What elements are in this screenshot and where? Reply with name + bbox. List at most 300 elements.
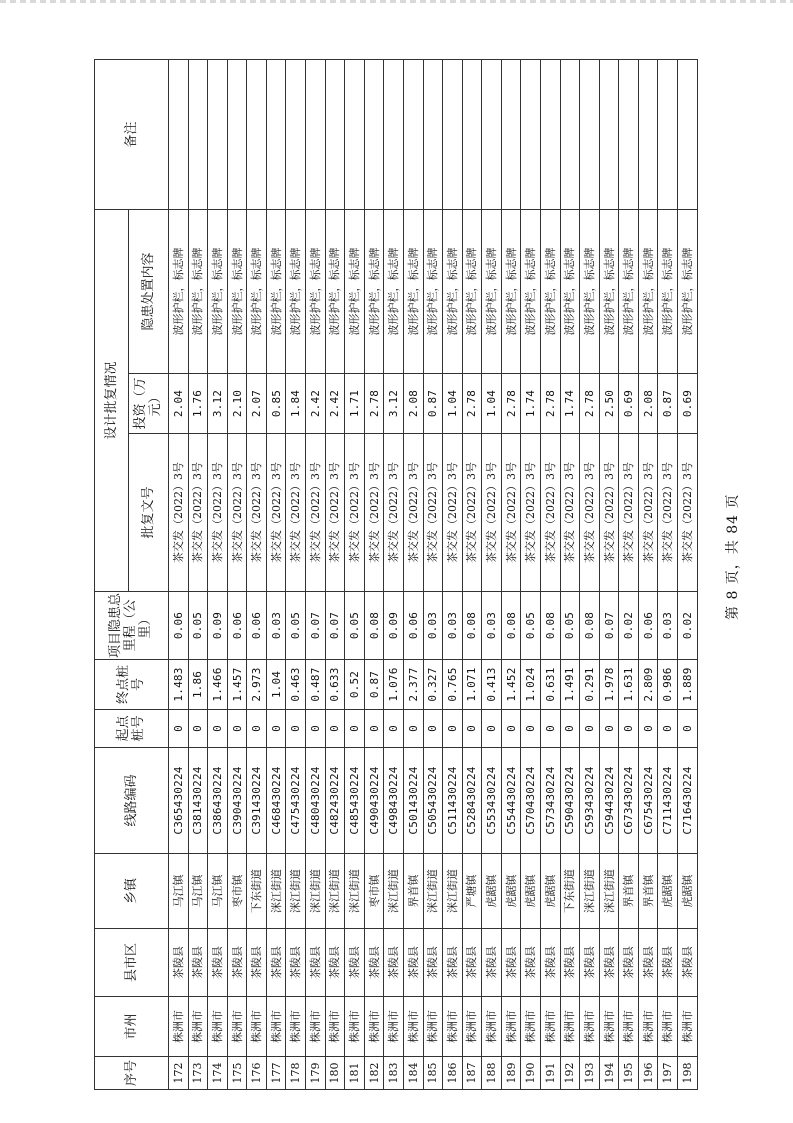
cell-doc: 茶交发（2022）3号: [306, 434, 326, 592]
cell-invest: 2.78: [580, 374, 600, 434]
table-row: [208, 59, 228, 1089]
cell-length: 0.09: [384, 592, 404, 660]
cell-county: 茶陵县: [306, 929, 326, 997]
cell-length: 0.05: [560, 592, 580, 660]
cell-doc: 茶交发（2022）3号: [678, 434, 698, 592]
cell-length: 0.07: [306, 592, 326, 660]
cell-remark: [658, 59, 678, 209]
cell-doc: 茶交发（2022）3号: [658, 434, 678, 592]
cell-city: 株洲市: [678, 997, 698, 1057]
cell-county: 茶陵县: [286, 929, 306, 997]
cell-content: 波形护栏，标志牌: [364, 209, 384, 373]
cell-content: 波形护栏，标志牌: [325, 209, 345, 373]
cell-route: C501430224: [403, 748, 423, 854]
cell-county: 茶陵县: [521, 929, 541, 997]
cell-city: 株洲市: [364, 997, 384, 1057]
cell-city: 株洲市: [208, 997, 228, 1057]
cell-remark: [501, 59, 521, 209]
table-row: [306, 59, 326, 1089]
table-row: [540, 59, 560, 1089]
cell-start: 0: [599, 710, 619, 748]
cell-start: 0: [423, 710, 443, 748]
cell-county: 茶陵县: [560, 929, 580, 997]
table-row: [345, 59, 365, 1089]
cell-route: C675430224: [638, 748, 658, 854]
cell-town: 界首镇: [619, 854, 639, 929]
cell-length: 0.06: [169, 592, 189, 660]
cell-doc: 茶交发（2022）3号: [227, 434, 247, 592]
table-row: [482, 59, 502, 1089]
cell-remark: [266, 59, 286, 209]
cell-doc: 茶交发（2022）3号: [580, 434, 600, 592]
cell-end: 2.973: [247, 660, 267, 710]
cell-content: 波形护栏，标志牌: [306, 209, 326, 373]
cell-invest: 3.12: [208, 374, 228, 434]
cell-doc: 茶交发（2022）3号: [521, 434, 541, 592]
table-row: [403, 59, 423, 1089]
cell-length: 0.05: [345, 592, 365, 660]
cell-county: 茶陵县: [169, 929, 189, 997]
table-row: [266, 59, 286, 1089]
cell-doc: 茶交发（2022）3号: [423, 434, 443, 592]
cell-invest: 1.76: [188, 374, 208, 434]
cell-invest: 1.71: [345, 374, 365, 434]
cell-city: 株洲市: [286, 997, 306, 1057]
cell-length: 0.09: [208, 592, 228, 660]
cell-remark: [227, 59, 247, 209]
cell-seq: 195: [619, 1057, 639, 1090]
cell-seq: 181: [345, 1057, 365, 1090]
cell-invest: 2.42: [325, 374, 345, 434]
cell-start: 0: [188, 710, 208, 748]
cell-town: 虎踞镇: [482, 854, 502, 929]
cell-end: 1.86: [188, 660, 208, 710]
cell-length: 0.08: [462, 592, 482, 660]
cell-invest: 2.50: [599, 374, 619, 434]
cell-city: 株洲市: [443, 997, 463, 1057]
cell-doc: 茶交发（2022）3号: [501, 434, 521, 592]
cell-end: 0.765: [443, 660, 463, 710]
cell-start: 0: [364, 710, 384, 748]
cell-invest: 3.12: [384, 374, 404, 434]
cell-invest: 2.04: [169, 374, 189, 434]
cell-remark: [208, 59, 228, 209]
cell-content: 波形护栏，标志牌: [678, 209, 698, 373]
header-route: 线路编码: [95, 748, 169, 854]
cell-remark: [306, 59, 326, 209]
cell-end: 0.87: [364, 660, 384, 710]
cell-remark: [678, 59, 698, 209]
cell-seq: 173: [188, 1057, 208, 1090]
table-row: [580, 59, 600, 1089]
cell-seq: 174: [208, 1057, 228, 1090]
cell-county: 茶陵县: [658, 929, 678, 997]
cell-doc: 茶交发（2022）3号: [443, 434, 463, 592]
cell-invest: 1.04: [482, 374, 502, 434]
cell-doc: 茶交发（2022）3号: [619, 434, 639, 592]
cell-remark: [462, 59, 482, 209]
cell-doc: 茶交发（2022）3号: [325, 434, 345, 592]
cell-end: 1.631: [619, 660, 639, 710]
cell-content: 波形护栏，标志牌: [384, 209, 404, 373]
cell-remark: [619, 59, 639, 209]
cell-content: 波形护栏，标志牌: [482, 209, 502, 373]
cell-town: 枣市镇: [227, 854, 247, 929]
cell-county: 茶陵县: [580, 929, 600, 997]
cell-invest: 0.87: [658, 374, 678, 434]
cell-doc: 茶交发（2022）3号: [638, 434, 658, 592]
cell-route: C554430224: [501, 748, 521, 854]
table-row: [325, 59, 345, 1089]
cell-start: 0: [443, 710, 463, 748]
cell-city: 株洲市: [599, 997, 619, 1057]
cell-length: 0.08: [580, 592, 600, 660]
cell-seq: 196: [638, 1057, 658, 1090]
cell-length: 0.07: [599, 592, 619, 660]
cell-remark: [345, 59, 365, 209]
cell-county: 茶陵县: [540, 929, 560, 997]
cell-invest: 0.69: [619, 374, 639, 434]
cell-town: 虎踞镇: [521, 854, 541, 929]
cell-route: C673430224: [619, 748, 639, 854]
cell-length: 0.02: [619, 592, 639, 660]
cell-town: 洣江街道: [423, 854, 443, 929]
cell-length: 0.07: [325, 592, 345, 660]
table-row: [188, 59, 208, 1089]
cell-town: 下东街道: [247, 854, 267, 929]
cell-start: 0: [678, 710, 698, 748]
cell-seq: 180: [325, 1057, 345, 1090]
cell-county: 茶陵县: [384, 929, 404, 997]
cell-invest: 1.84: [286, 374, 306, 434]
cell-town: 洣江街道: [443, 854, 463, 929]
cell-end: 1.024: [521, 660, 541, 710]
cell-length: 0.05: [286, 592, 306, 660]
cell-route: C485430224: [345, 748, 365, 854]
cell-content: 波形护栏，标志牌: [580, 209, 600, 373]
cell-end: 0.413: [482, 660, 502, 710]
cell-invest: 1.74: [521, 374, 541, 434]
cell-length: 0.02: [678, 592, 698, 660]
cell-town: 洣江街道: [286, 854, 306, 929]
cell-city: 株洲市: [188, 997, 208, 1057]
cell-town: 虎踞镇: [540, 854, 560, 929]
cell-town: 洣江街道: [345, 854, 365, 929]
cell-seq: 187: [462, 1057, 482, 1090]
cell-city: 株洲市: [619, 997, 639, 1057]
header-doc: 批复文号: [129, 434, 169, 592]
cell-seq: 189: [501, 1057, 521, 1090]
header-invest: 投资（万元）: [129, 374, 169, 434]
table-row: [462, 59, 482, 1089]
cell-route: C711430224: [658, 748, 678, 854]
cell-town: 洣江街道: [325, 854, 345, 929]
table-row: [599, 59, 619, 1089]
table-row: [678, 59, 698, 1089]
cell-seq: 182: [364, 1057, 384, 1090]
cell-town: 界首镇: [403, 854, 423, 929]
cell-county: 茶陵县: [208, 929, 228, 997]
cell-start: 0: [403, 710, 423, 748]
table-row: [560, 59, 580, 1089]
cell-remark: [521, 59, 541, 209]
cell-invest: 2.10: [227, 374, 247, 434]
cell-seq: 183: [384, 1057, 404, 1090]
cell-content: 波形护栏，标志牌: [619, 209, 639, 373]
cell-route: C365430224: [169, 748, 189, 854]
cell-town: 虎踞镇: [678, 854, 698, 929]
cell-content: 波形护栏，标志牌: [169, 209, 189, 373]
cell-start: 0: [345, 710, 365, 748]
cell-invest: 2.78: [540, 374, 560, 434]
cell-end: 1.457: [227, 660, 247, 710]
cell-city: 株洲市: [658, 997, 678, 1057]
cell-route: C528430224: [462, 748, 482, 854]
cell-invest: 2.78: [364, 374, 384, 434]
cell-route: C590430224: [560, 748, 580, 854]
cell-start: 0: [266, 710, 286, 748]
cell-start: 0: [619, 710, 639, 748]
cell-seq: 179: [306, 1057, 326, 1090]
cell-length: 0.06: [403, 592, 423, 660]
cell-seq: 178: [286, 1057, 306, 1090]
cell-doc: 茶交发（2022）3号: [169, 434, 189, 592]
header-city: 市州: [95, 997, 169, 1057]
cell-doc: 茶交发（2022）3号: [462, 434, 482, 592]
cell-start: 0: [247, 710, 267, 748]
cell-start: 0: [384, 710, 404, 748]
cell-start: 0: [638, 710, 658, 748]
cell-seq: 176: [247, 1057, 267, 1090]
cell-county: 茶陵县: [638, 929, 658, 997]
cell-end: 0.463: [286, 660, 306, 710]
cell-end: 1.071: [462, 660, 482, 710]
cell-doc: 茶交发（2022）3号: [208, 434, 228, 592]
cell-town: 枣市镇: [364, 854, 384, 929]
cell-city: 株洲市: [345, 997, 365, 1057]
cell-route: C490430224: [364, 748, 384, 854]
cell-invest: 0.69: [678, 374, 698, 434]
scan-edge: [0, 0, 793, 3]
header-county: 县市区: [95, 929, 169, 997]
cell-seq: 198: [678, 1057, 698, 1090]
cell-start: 0: [227, 710, 247, 748]
cell-county: 茶陵县: [247, 929, 267, 997]
cell-invest: 0.85: [266, 374, 286, 434]
cell-route: C386430224: [208, 748, 228, 854]
table-row: [384, 59, 404, 1089]
cell-city: 株洲市: [482, 997, 502, 1057]
cell-city: 株洲市: [169, 997, 189, 1057]
cell-county: 茶陵县: [403, 929, 423, 997]
cell-county: 茶陵县: [619, 929, 639, 997]
cell-remark: [325, 59, 345, 209]
rotated-table-wrapper: [94, 60, 698, 1090]
cell-end: 0.986: [658, 660, 678, 710]
header-end: 终点桩号: [95, 660, 169, 710]
cell-start: 0: [169, 710, 189, 748]
cell-town: 马江镇: [208, 854, 228, 929]
cell-city: 株洲市: [266, 997, 286, 1057]
cell-city: 株洲市: [306, 997, 326, 1057]
cell-remark: [188, 59, 208, 209]
cell-end: 0.291: [580, 660, 600, 710]
cell-city: 株洲市: [403, 997, 423, 1057]
table-row: [619, 59, 639, 1089]
cell-end: 0.52: [345, 660, 365, 710]
cell-city: 株洲市: [325, 997, 345, 1057]
cell-remark: [169, 59, 189, 209]
cell-city: 株洲市: [247, 997, 267, 1057]
header-seq: 序号: [95, 1057, 169, 1090]
cell-length: 0.03: [423, 592, 443, 660]
cell-end: 1.452: [501, 660, 521, 710]
cell-county: 茶陵县: [227, 929, 247, 997]
cell-doc: 茶交发（2022）3号: [345, 434, 365, 592]
cell-invest: 1.74: [560, 374, 580, 434]
cell-seq: 184: [403, 1057, 423, 1090]
cell-start: 0: [501, 710, 521, 748]
cell-city: 株洲市: [638, 997, 658, 1057]
cell-remark: [482, 59, 502, 209]
cell-route: C594430224: [599, 748, 619, 854]
table-row: [638, 59, 658, 1089]
cell-route: C482430224: [325, 748, 345, 854]
cell-remark: [286, 59, 306, 209]
cell-seq: 186: [443, 1057, 463, 1090]
cell-length: 0.06: [638, 592, 658, 660]
cell-content: 波形护栏，标志牌: [247, 209, 267, 373]
page-number: 第 8 页，共 84 页: [725, 493, 741, 620]
table-body: [169, 59, 698, 1089]
cell-doc: 茶交发（2022）3号: [599, 434, 619, 592]
cell-route: C391430224: [247, 748, 267, 854]
cell-start: 0: [462, 710, 482, 748]
cell-end: 1.076: [384, 660, 404, 710]
cell-route: C573430224: [540, 748, 560, 854]
cell-route: C593430224: [580, 748, 600, 854]
cell-invest: 2.42: [306, 374, 326, 434]
cell-city: 株洲市: [384, 997, 404, 1057]
cell-town: 虎踞镇: [501, 854, 521, 929]
cell-end: 0.631: [540, 660, 560, 710]
cell-remark: [560, 59, 580, 209]
cell-county: 茶陵县: [482, 929, 502, 997]
hazard-table: [94, 59, 698, 1090]
cell-seq: 191: [540, 1057, 560, 1090]
cell-start: 0: [580, 710, 600, 748]
cell-county: 茶陵县: [443, 929, 463, 997]
cell-content: 波形护栏，标志牌: [638, 209, 658, 373]
cell-end: 1.466: [208, 660, 228, 710]
cell-length: 0.03: [658, 592, 678, 660]
header-design-group: 设计批复情况: [95, 209, 129, 591]
header-content: 隐患处置内容: [129, 209, 169, 373]
table-row: [169, 59, 189, 1089]
cell-city: 株洲市: [501, 997, 521, 1057]
cell-doc: 茶交发（2022）3号: [403, 434, 423, 592]
cell-remark: [423, 59, 443, 209]
table-row: [423, 59, 443, 1089]
cell-doc: 茶交发（2022）3号: [247, 434, 267, 592]
cell-start: 0: [286, 710, 306, 748]
cell-remark: [247, 59, 267, 209]
header-start: 起点桩号: [95, 710, 169, 748]
cell-remark: [364, 59, 384, 209]
cell-seq: 175: [227, 1057, 247, 1090]
cell-invest: 1.04: [443, 374, 463, 434]
cell-end: 0.487: [306, 660, 326, 710]
table-row: [501, 59, 521, 1089]
cell-route: C570430224: [521, 748, 541, 854]
cell-start: 0: [540, 710, 560, 748]
cell-content: 波形护栏，标志牌: [286, 209, 306, 373]
cell-length: 0.05: [188, 592, 208, 660]
cell-content: 波形护栏，标志牌: [266, 209, 286, 373]
cell-end: 1.889: [678, 660, 698, 710]
cell-end: 0.633: [325, 660, 345, 710]
cell-doc: 茶交发（2022）3号: [482, 434, 502, 592]
cell-content: 波形护栏，标志牌: [560, 209, 580, 373]
cell-invest: 2.78: [462, 374, 482, 434]
cell-route: C480430224: [306, 748, 326, 854]
cell-remark: [638, 59, 658, 209]
cell-seq: 177: [266, 1057, 286, 1090]
cell-town: 马江镇: [188, 854, 208, 929]
cell-town: 洣江街道: [306, 854, 326, 929]
cell-length: 0.06: [247, 592, 267, 660]
cell-route: C498430224: [384, 748, 404, 854]
cell-content: 波形护栏，标志牌: [599, 209, 619, 373]
cell-county: 茶陵县: [599, 929, 619, 997]
cell-content: 波形护栏，标志牌: [403, 209, 423, 373]
cell-end: 1.491: [560, 660, 580, 710]
cell-city: 株洲市: [580, 997, 600, 1057]
cell-town: 洣江街道: [266, 854, 286, 929]
cell-city: 株洲市: [521, 997, 541, 1057]
cell-route: C511430224: [443, 748, 463, 854]
cell-remark: [443, 59, 463, 209]
cell-invest: 2.08: [403, 374, 423, 434]
cell-content: 波形护栏，标志牌: [443, 209, 463, 373]
cell-doc: 茶交发（2022）3号: [286, 434, 306, 592]
cell-town: 严塘镇: [462, 854, 482, 929]
cell-route: C716430224: [678, 748, 698, 854]
cell-end: 0.327: [423, 660, 443, 710]
cell-city: 株洲市: [227, 997, 247, 1057]
table-row: [247, 59, 267, 1089]
cell-remark: [599, 59, 619, 209]
cell-length: 0.03: [266, 592, 286, 660]
cell-county: 茶陵县: [462, 929, 482, 997]
cell-doc: 茶交发（2022）3号: [188, 434, 208, 592]
cell-seq: 185: [423, 1057, 443, 1090]
table-row: [286, 59, 306, 1089]
cell-content: 波形护栏，标志牌: [462, 209, 482, 373]
cell-town: 洣江街道: [599, 854, 619, 929]
cell-length: 0.06: [227, 592, 247, 660]
cell-seq: 194: [599, 1057, 619, 1090]
cell-length: 0.08: [540, 592, 560, 660]
cell-county: 茶陵县: [345, 929, 365, 997]
cell-route: C390430224: [227, 748, 247, 854]
table-row: [364, 59, 384, 1089]
cell-end: 2.377: [403, 660, 423, 710]
cell-start: 0: [521, 710, 541, 748]
cell-content: 波形护栏，标志牌: [345, 209, 365, 373]
cell-content: 波形护栏，标志牌: [208, 209, 228, 373]
cell-end: 1.04: [266, 660, 286, 710]
